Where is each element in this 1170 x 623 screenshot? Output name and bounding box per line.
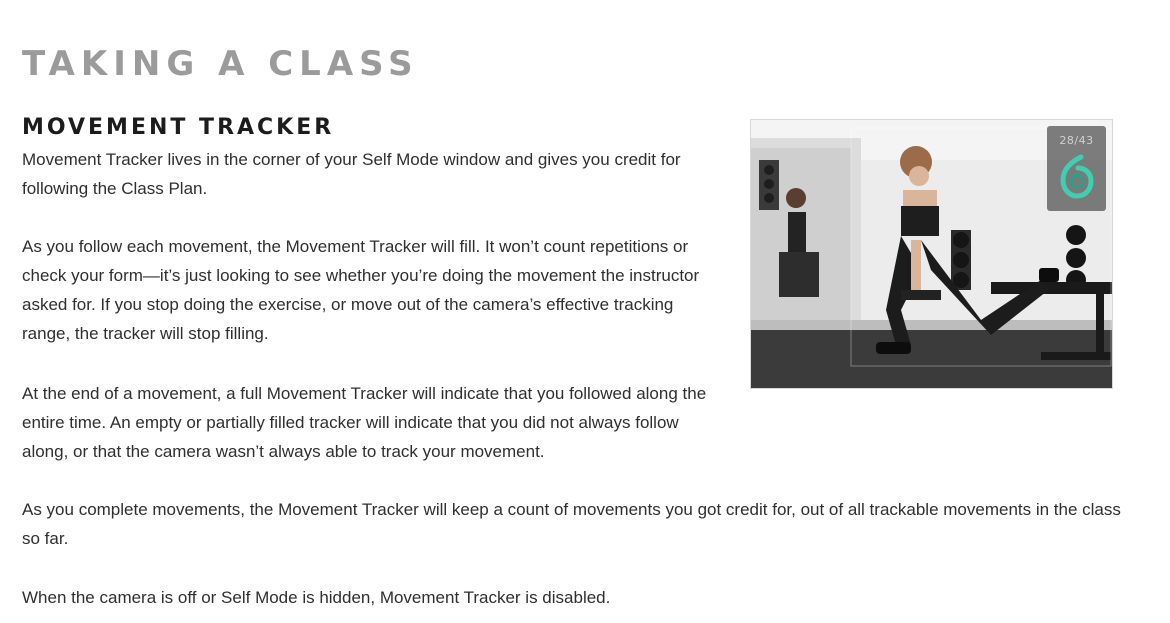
tracker-count: 28/43 <box>1059 134 1094 147</box>
paragraph-end-of-movement: At the end of a movement, a full Movement Tracker will indicate that you followed along the entire time. An empty or partially filled tracker will indicate that you did not always follow along, or that the camera wasn’t always able to track your movement. <box>22 384 707 461</box>
paragraph-count: As you complete movements, the Movement Tracker will keep a count of movements you got credit for, out of all trackable movements in the class so far. <box>22 500 1121 548</box>
section-title: MOVEMENT TRACKER <box>22 115 335 140</box>
paragraph-disabled: When the camera is off or Self Mode is hidden, Movement Tracker is disabled. <box>22 588 611 607</box>
paragraph-intro: Movement Tracker lives in the corner of your Self Mode window and gives you credit for following the Class Plan. <box>22 150 681 198</box>
self-mode-photo <box>750 119 1113 389</box>
page-title: TAKING A CLASS <box>22 44 419 84</box>
movement-tracker-ring-icon <box>1057 153 1097 199</box>
paragraph-filling: As you follow each movement, the Movement Tracker will fill. It won’t count repetitions or check your form—it’s just looking to see whether you’re doing the movement the instructor asked for. If you stop doing the exercise, or move out of the camera’s effective tracking range, the tracker will stop filling. <box>22 237 700 343</box>
movement-tracker-widget <box>1047 126 1106 211</box>
